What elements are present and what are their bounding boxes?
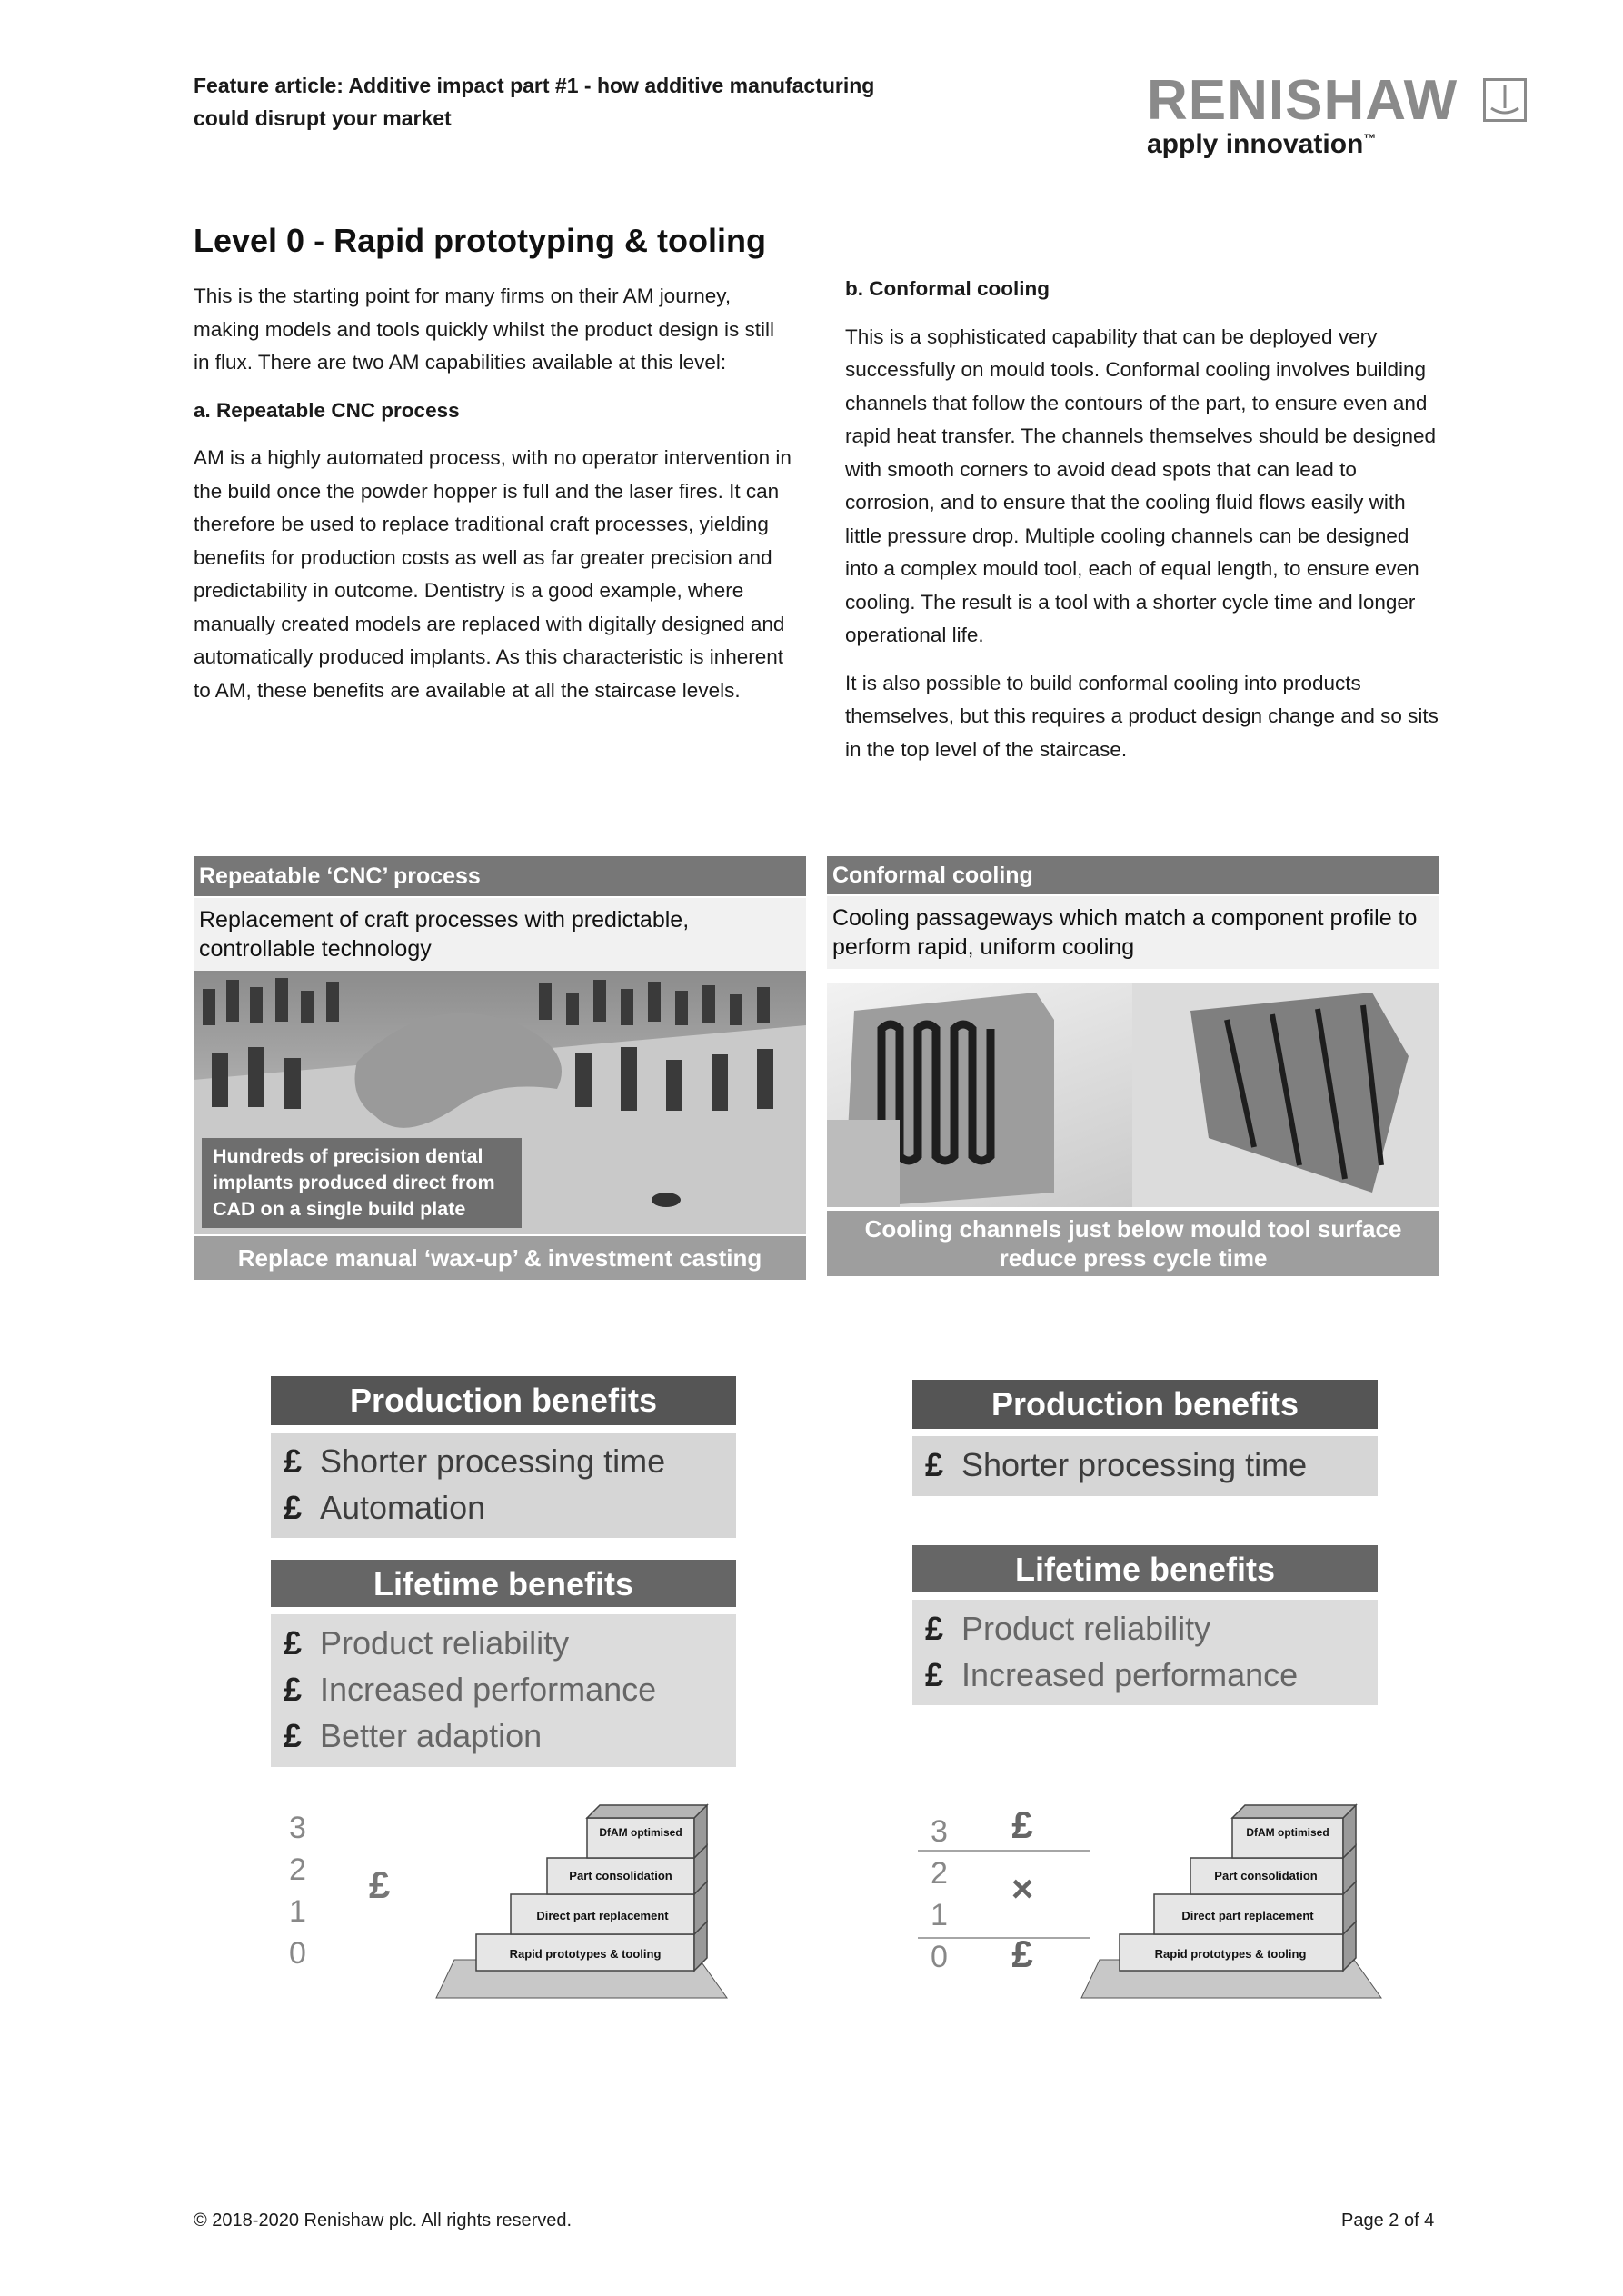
copyright-notice: © 2018-2020 Renishaw plc. All rights reserved.	[194, 2211, 573, 2231]
level-label: 0	[931, 1940, 948, 1974]
benefit-item: £ Product reliability	[925, 1605, 1365, 1652]
pound-icon: £	[284, 1624, 303, 1662]
right-column	[845, 273, 1445, 781]
benefit-item: £ Increased performance	[284, 1666, 723, 1712]
step-label: Part consolidation	[569, 1869, 672, 1882]
right-production-benefits-list	[912, 1436, 1378, 1496]
step-label: DfAM optimised	[1246, 1826, 1329, 1839]
logo-wordmark: RENISHAW	[1147, 69, 1459, 132]
right-lifetime-benefits-list	[912, 1600, 1378, 1705]
page-number: Page 2 of 4	[1341, 2211, 1435, 2231]
left-production-benefits-list	[271, 1433, 736, 1538]
article-title	[194, 69, 975, 135]
step-label: Rapid prototypes & tooling	[1154, 1947, 1307, 1961]
benefit-item: £ Shorter processing time	[925, 1442, 1365, 1488]
intro-paragraph: This is the starting point for many firms on their AM journey, making models and tools quickly whilst the product design is still in flux. There are two AM capabilities available at this level:	[194, 285, 775, 374]
pound-icon: £	[284, 1489, 303, 1526]
level-label: 3	[931, 1814, 948, 1849]
cooling-panel-heading: Conformal cooling	[827, 856, 1439, 894]
step-label: Part consolidation	[1214, 1869, 1318, 1882]
pound-icon: £	[925, 1656, 944, 1693]
benefit-item: £ Shorter processing time	[284, 1438, 723, 1484]
step-label: Rapid prototypes & tooling	[509, 1947, 662, 1961]
pound-icon: £	[1011, 1932, 1033, 1975]
cnc-paragraph: AM is a highly automated process, with no operator intervention in the build once the powder hopper is full and the laser fires. It can therefore be used to replace traditional craft processes, yielding benefits for production costs as well as far greater precision and predictability in outcome. Dentistry is a good example, where manually created models are replaced with digitally designed and automatically produced implants. As this characteristic is inherent to AM, these benefits are available at all the staircase levels.	[194, 446, 792, 702]
right-lifetime-benefits-heading: Lifetime benefits	[912, 1545, 1378, 1592]
mould-tool-photo	[827, 983, 1439, 1207]
step-label: DfAM optimised	[599, 1826, 682, 1839]
pound-icon: £	[369, 1863, 391, 1906]
right-production-benefits-heading: Production benefits	[912, 1380, 1378, 1429]
level-label: 2	[931, 1856, 948, 1891]
cooling-paragraph-2: It is also possible to build conformal cooling into products themselves, but this requires a product design change and so sits in the top level of the staircase.	[845, 671, 1439, 761]
left-lifetime-benefits-list	[271, 1614, 736, 1767]
benefit-item: £ Product reliability	[284, 1620, 723, 1666]
subheading-cnc: a. Repeatable CNC process	[194, 398, 460, 422]
right-staircase-diagram	[909, 1782, 1399, 2018]
benefit-item: £ Automation	[284, 1484, 723, 1531]
cross-icon: ×	[1011, 1867, 1034, 1910]
cnc-caption-strip: Replace manual ‘wax-up’ & investment casting	[194, 1236, 806, 1280]
benefit-item: £ Increased performance	[925, 1652, 1365, 1698]
level-label: 1	[289, 1894, 306, 1929]
pound-icon: £	[1011, 1803, 1033, 1846]
article-title-line1: Feature article: Additive impact part #1 - how additive manufacturing	[194, 74, 875, 97]
logo-emblem-icon	[1483, 78, 1527, 122]
left-column	[194, 280, 793, 722]
pound-icon: £	[925, 1446, 944, 1483]
level-label: 1	[931, 1898, 948, 1932]
left-lifetime-benefits-heading: Lifetime benefits	[271, 1560, 736, 1607]
pound-icon: £	[284, 1717, 303, 1754]
renishaw-logo	[1147, 71, 1528, 171]
cooling-caption-strip: Cooling channels just below mould tool surface reduce press cycle time	[827, 1211, 1439, 1276]
dental-photo-caption: Hundreds of precision dental implants produced direct from CAD on a single build plate	[202, 1138, 522, 1228]
benefit-item: £ Better adaption	[284, 1712, 723, 1759]
pound-icon: £	[284, 1442, 303, 1480]
left-staircase-diagram	[273, 1782, 745, 2018]
cnc-panel-subtitle: Replacement of craft processes with predictable, controllable technology	[194, 898, 806, 971]
cnc-panel-heading: Repeatable ‘CNC’ process	[194, 856, 806, 896]
article-title-line2: could disrupt your market	[194, 106, 452, 130]
pound-icon: £	[284, 1671, 303, 1708]
cooling-panel-subtitle: Cooling passageways which match a component profile to perform rapid, uniform cooling	[827, 896, 1439, 969]
step-label: Direct part replacement	[1181, 1909, 1314, 1922]
subheading-cooling: b. Conformal cooling	[845, 277, 1050, 300]
step-label: Direct part replacement	[536, 1909, 669, 1922]
level-label: 0	[289, 1936, 306, 1971]
cooling-paragraph-1: This is a sophisticated capability that can be deployed very successfully on mould tools. Conformal cooling involves building channels that follow the contours of the part, to ensure even and rapid heat transfer. The channels themselves should be designed with smooth corners to avoid dead spots that can lead to corrosion, and to ensure that the cooling fluid flows easily with little pressure drop. Multiple cooling channels can be designed into a complex mould tool, each of equal length, to ensure even cooling. The result is a tool with a shorter cycle time and longer operational life.	[845, 324, 1437, 646]
left-production-benefits-heading: Production benefits	[271, 1376, 736, 1425]
logo-tagline: apply innovation™	[1147, 129, 1377, 159]
section-title: Level 0 - Rapid prototyping & tooling	[194, 222, 766, 259]
pound-icon: £	[925, 1610, 944, 1647]
level-label: 2	[289, 1852, 306, 1887]
level-label: 3	[289, 1811, 306, 1845]
